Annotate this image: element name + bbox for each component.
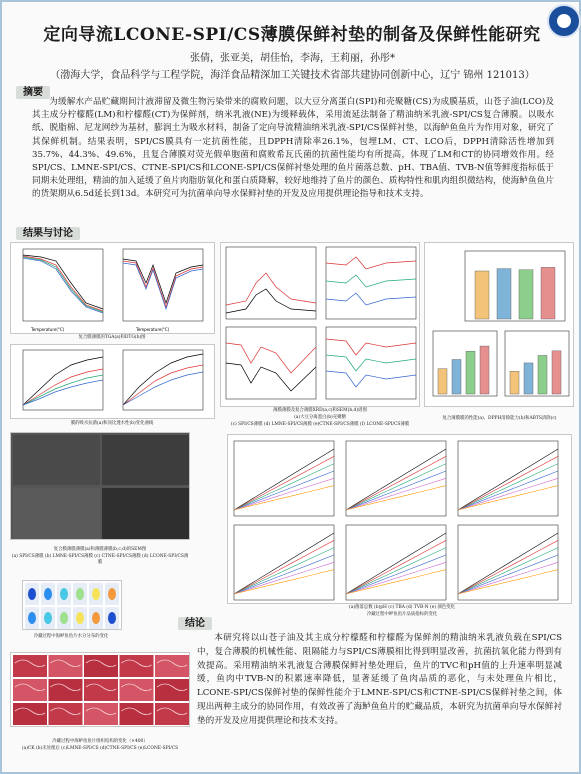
sem-panel: [10, 432, 190, 540]
poster-title: 定向导流LCONE-SPI/CS薄膜保鲜衬垫的制备及保鲜性能研究: [43, 25, 541, 45]
sem-image-a: [13, 435, 100, 485]
color-spot: [44, 588, 52, 600]
fresh-plot-frame: [346, 525, 446, 600]
fresh-series-line: [234, 449, 334, 510]
fresh-series-line: [458, 533, 558, 594]
fresh-series-line: [346, 471, 446, 510]
bar-caption: 复合薄膜膜的性能(a)、DPPH清除能力(b)和ABTS清除(c): [442, 416, 557, 421]
fresh-plot-frame: [458, 441, 558, 516]
color-spot: [60, 612, 68, 624]
fresh-series-line: [346, 449, 446, 510]
histology-grid: [11, 653, 191, 728]
fresh-caption: (a)菌落总数 (b)pH (c) TBA (d) TVB-N (e) 颜色变化: [348, 605, 456, 610]
bar-chart: [425, 243, 575, 408]
fresh-series-line: [458, 449, 558, 510]
color-spot: [44, 612, 52, 624]
fresh-series-line: [234, 548, 334, 594]
affiliation: （渤海大学，食品科学与工程学院，海洋食品精深加工关键技术省部共建协同创新中心，辽宁 锦州 121013）: [50, 70, 535, 81]
xrd-subcaption: (a)大豆分离蛋白(b)壳聚糖: [294, 415, 346, 420]
abts-bar: [538, 355, 547, 394]
fresh-series-line: [234, 533, 334, 594]
abstract-text: 为缓解水产品贮藏期间汁液滞留及微生物污染带来的腐败问题，以大豆分离蛋白(SPI)和壳聚糖(CS)为成膜基质，山苍子油(LCO)及其主成分柠檬醛(LM)和柠檬醛(CT)为保鲜剂，纳米乳液(NE)为缓释载体，采用流延法制备了精油纳米乳液-SPI/CS复合薄膜。以吸水纸、脱脂棉、尼龙网纱为基材，膨润土为吸水材料，制备了定向导流精油纳米乳液-SPI/CS保鲜衬垫，以海鲈鱼鱼片为作用对象，研究了其保鲜机制。结果表明，SPI/CS膜具有一定抗菌性能，且DPPH清除率26.1%，包埋LM、CT、LCO后，DPPH清除活性增加到35.7%、44.3%、49.6%，且复合薄膜对荧光假单胞菌和腐败希瓦氏菌的抗菌性能均有所提高，体现了LM和CT的协同增效作用。经SPI/CS、LMNE-SPI/CS、CTNE-SPI/CS和LCONE-SPI/CS保鲜衬垫处理的鱼片菌落总数、pH、TBA值、TVB-N值等鲜度指标低于同期未处理组，精油的加入延缓了鱼片肉脂肪氧化和蛋白质降解，较好地维持了鱼片的颜色、质构特性和肌肉组织微结构，使海鲈鱼鱼片的货架期从6.5d延长到13d。本研究可为抗菌单向导水保鲜衬垫的开发及应用提供理论指导和技术支持。: [32, 97, 554, 200]
color-panel: [22, 580, 122, 630]
fresh-subcaption: 冷藏过程中鲈鱼鱼片品质指标的变化: [366, 612, 438, 617]
sem-image-d: [102, 488, 189, 539]
tga-xlabel: Temperature(°C): [31, 327, 65, 332]
tensile-bar: [519, 270, 533, 319]
fresh-series-line: [234, 555, 334, 594]
xrd-ftir-chart: [221, 243, 421, 408]
sem-caption: 复合膜薄膜薄膜(a)和薄膜薄膜(b,c,d)的SEM图: [53, 547, 147, 552]
abstract-heading: 摘要: [16, 86, 50, 99]
tga-dtg-panel: [10, 242, 215, 334]
histology-subcaption: (a)CK (b)未处理后 (c)LMNE-SPI/CS (d)CTNE-SPI/CS (e)LCONE-SPI/CS: [21, 746, 179, 751]
dpph-bar: [466, 351, 475, 394]
conclusion-heading: 结论: [178, 617, 212, 630]
fresh-series-line: [346, 464, 446, 510]
dtg-xlabel: Temperature(°C): [136, 327, 170, 332]
abts-bar: [552, 351, 561, 394]
fresh-series-line: [458, 548, 558, 594]
dpph-bar: [480, 346, 489, 394]
conclusion-text: 本研究将以山苍子油及其主成分柠檬醛和柠檬醛为保鲜剂的精油纳米乳液负载在SPI/CS中，复合薄膜的机械性能、阻隔能力与SPI/CS薄膜相比得到明显改善，抗菌抗氧化能力得到有效提高。采用精油纳米乳液复合薄膜保鲜衬垫处理后，鱼片的TVC和pH值的上升速率明显减缓，鱼肉中TVB-N的积累速率降低，显著延缓了鱼肉品质的恶化，与未处理鱼片相比，LCONE-SPI/CS保鲜衬垫的保鲜性能介于LMNE-SPI/CS和CTNE-SPI/CS保鲜衬垫之间，体现出两种主成分的协同作用，有效改善了海鲈鱼鱼片的贮藏品质，本研究为抗菌单向导水保鲜衬垫的开发及应用提供理论和技术支持。: [197, 633, 562, 726]
fresh-series-line: [234, 570, 334, 594]
bar-panel: [424, 242, 574, 407]
fresh-series-line: [234, 471, 334, 510]
sem-image-b: [102, 435, 189, 485]
sem-subcaption: (a) SPI/CS薄膜 (b) LMNE-SPI/CS薄膜 (c) CTNE-SPI/CS薄膜 (d) LCONE-SPI/CS薄膜: [11, 554, 189, 565]
fresh-series-line: [458, 570, 558, 594]
abts-bar: [524, 363, 533, 394]
wvp-chart: [11, 345, 216, 420]
tga-caption: 复合膜薄膜的TGA(a)和DTG(b)图: [78, 335, 146, 340]
color-spot: [76, 612, 84, 624]
color-grid: [23, 581, 123, 631]
fresh-series-line: [346, 548, 446, 594]
abts-bar: [510, 371, 519, 394]
fresh-series-line: [346, 555, 446, 594]
fresh-series-line: [458, 486, 558, 510]
tga-dtg-chart: [11, 243, 216, 335]
color-caption: 冷藏过程中海鲈鱼鱼片水分分布的变化: [33, 634, 109, 639]
wvp-panel: [10, 344, 215, 419]
tensile-bar: [497, 269, 511, 319]
fresh-series-line: [458, 555, 558, 594]
xrd-caption: 薄膜薄膜及复合薄膜XRD(a,c)和SEM(b,d)谱图: [273, 408, 367, 413]
color-spot: [108, 612, 116, 624]
color-spot: [92, 588, 100, 600]
fresh-plot-frame: [346, 441, 446, 516]
fresh-series-line: [234, 486, 334, 510]
fresh-series-line: [346, 486, 446, 510]
color-spot: [76, 588, 84, 600]
tensile-bar: [541, 267, 555, 319]
dpph-bar: [452, 359, 461, 394]
fresh-plot-frame: [234, 525, 334, 600]
ftir-caption: (c) SPI/CS薄膜 (d) LMNE-SPI/CS薄膜 (e)CTNE-SPI/CS薄膜 (f) LCONE-SPI/CS薄膜: [230, 422, 410, 427]
fresh-series-line: [234, 464, 334, 510]
fresh-plot-frame: [234, 441, 334, 516]
fresh-series-line: [346, 570, 446, 594]
fresh-series-line: [458, 471, 558, 510]
color-spot: [28, 612, 36, 624]
color-spot: [60, 588, 68, 600]
color-spot: [108, 588, 116, 600]
histology-caption: 冷藏过程中海鲈鱼鱼片组织结构的变化（×400）: [52, 739, 148, 744]
fresh-series-line: [458, 464, 558, 510]
dpph-bar: [438, 369, 447, 394]
tensile-bar: [475, 271, 489, 319]
xrd-ftir-panel: [220, 242, 420, 407]
sem-image-c: [13, 488, 100, 539]
university-logo-icon: [547, 4, 581, 38]
freshness-panel: [227, 434, 572, 604]
color-spot: [28, 588, 36, 600]
freshness-chart: [228, 435, 573, 605]
results-heading: 结果与讨论: [16, 227, 80, 240]
wvp-caption: 膜的吸水抗菌(a)和顶比透水性(b)变化曲线: [70, 421, 154, 426]
color-spot: [92, 612, 100, 624]
authors: 张倩，张亚美，胡佳怡，李海，王莉丽，孙彤*: [190, 53, 395, 64]
fresh-plot-frame: [458, 525, 558, 600]
histology-panel: [10, 652, 190, 727]
fresh-series-line: [346, 533, 446, 594]
